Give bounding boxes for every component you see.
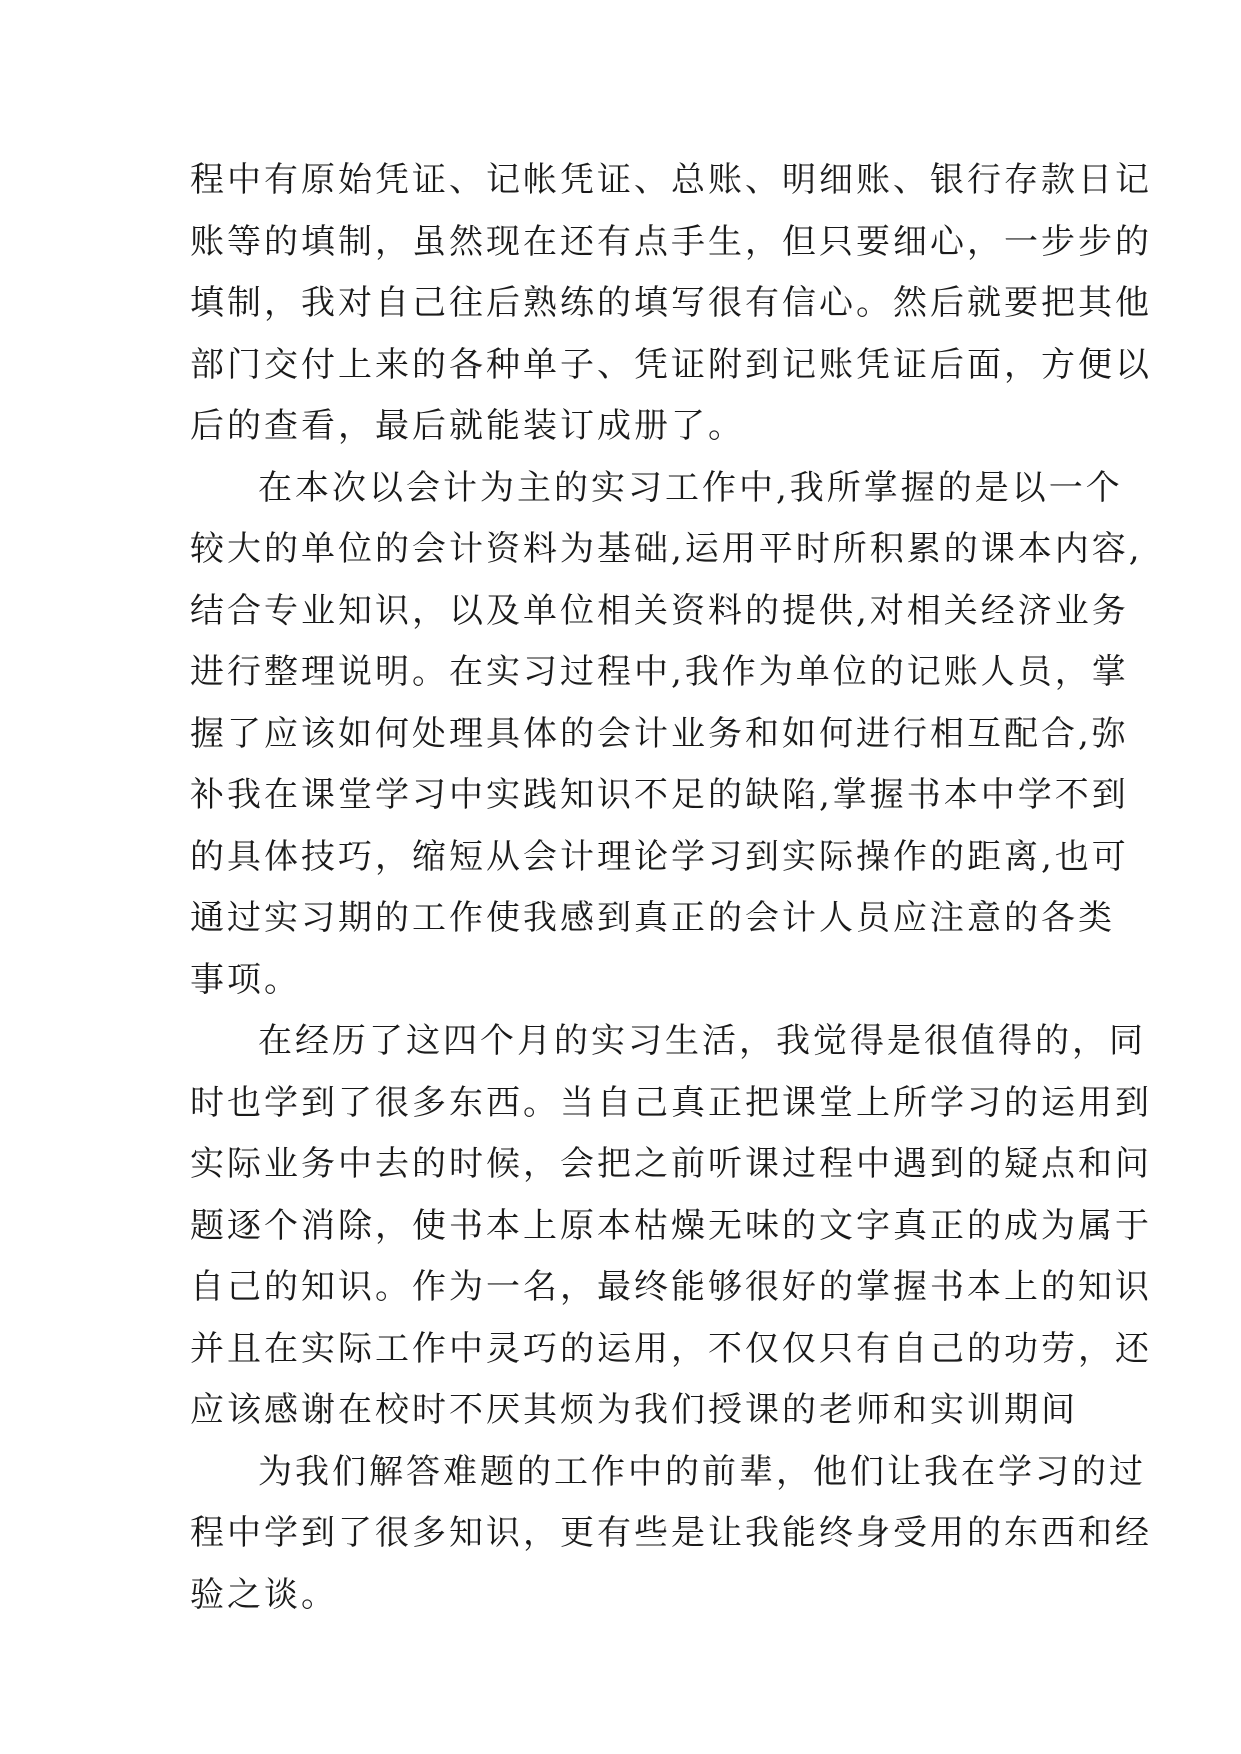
text-line: 程中有原始凭证、记帐凭证、总账、明细账、银行存款日记 <box>190 160 1152 200</box>
text-line: 时也学到了很多东西。当自己真正把课堂上所学习的运用到 <box>190 1082 1152 1123</box>
text-line: 自己的知识。作为一名，最终能够很好的掌握书本上的知识 <box>190 1267 1152 1307</box>
text-line: 的具体技巧，缩短从会计理论学习到实际操作的距离,也可 <box>190 836 1129 877</box>
text-line: 较大的单位的会计资料为基础,运用平时所积累的课本内容, <box>190 529 1143 569</box>
paragraph-1 <box>190 150 1152 458</box>
text-line: 事项。 <box>190 959 301 1000</box>
text-line: 后的查看，最后就能装订成册了。 <box>190 406 745 446</box>
text-line: 填制，我对自己往后熟练的填写很有信心。然后就要把其他 <box>190 283 1152 323</box>
text-line: 为我们解答难题的工作中的前辈，他们让我在学习的过 <box>258 1451 1146 1492</box>
text-line: 部门交付上来的各种单子、凭证附到记账凭证后面，方便以 <box>190 344 1152 385</box>
text-line: 握了应该如何处理具体的会计业务和如何进行相互配合,弥 <box>190 713 1129 754</box>
text-line: 补我在课堂学习中实践知识不足的缺陷,掌握书本中学不到 <box>190 775 1129 815</box>
text-line: 实际业务中去的时候，会把之前听课过程中遇到的疑点和问 <box>190 1144 1152 1184</box>
text-line: 并且在实际工作中灵巧的运用，不仅仅只有自己的功劳，还 <box>190 1328 1152 1369</box>
text-line: 结合专业知识，以及单位相关资料的提供,对相关经济业务 <box>190 590 1129 631</box>
text-line: 在经历了这四个月的实习生活，我觉得是很值得的，同 <box>258 1021 1146 1061</box>
text-line: 程中学到了很多知识，更有些是让我能终身受用的东西和经 <box>190 1513 1152 1553</box>
document-body <box>190 150 1152 1626</box>
text-line: 账等的填制，虽然现在还有点手生，但只要细心，一步步的 <box>190 221 1152 262</box>
text-line: 进行整理说明。在实习过程中,我作为单位的记账人员，掌 <box>190 652 1129 692</box>
paragraph-3 <box>190 1011 1152 1442</box>
paragraph-4 <box>190 1442 1152 1627</box>
text-line: 验之谈。 <box>190 1574 338 1615</box>
paragraph-2 <box>190 458 1143 1012</box>
text-line: 通过实习期的工作使我感到真正的会计人员应注意的各类 <box>190 898 1115 938</box>
text-line: 题逐个消除，使书本上原本枯燥无味的文字真正的成为属于 <box>190 1205 1152 1246</box>
text-line: 在本次以会计为主的实习工作中,我所掌握的是以一个 <box>258 467 1123 508</box>
text-line: 应该感谢在校时不厌其烦为我们授课的老师和实训期间 <box>190 1390 1078 1430</box>
